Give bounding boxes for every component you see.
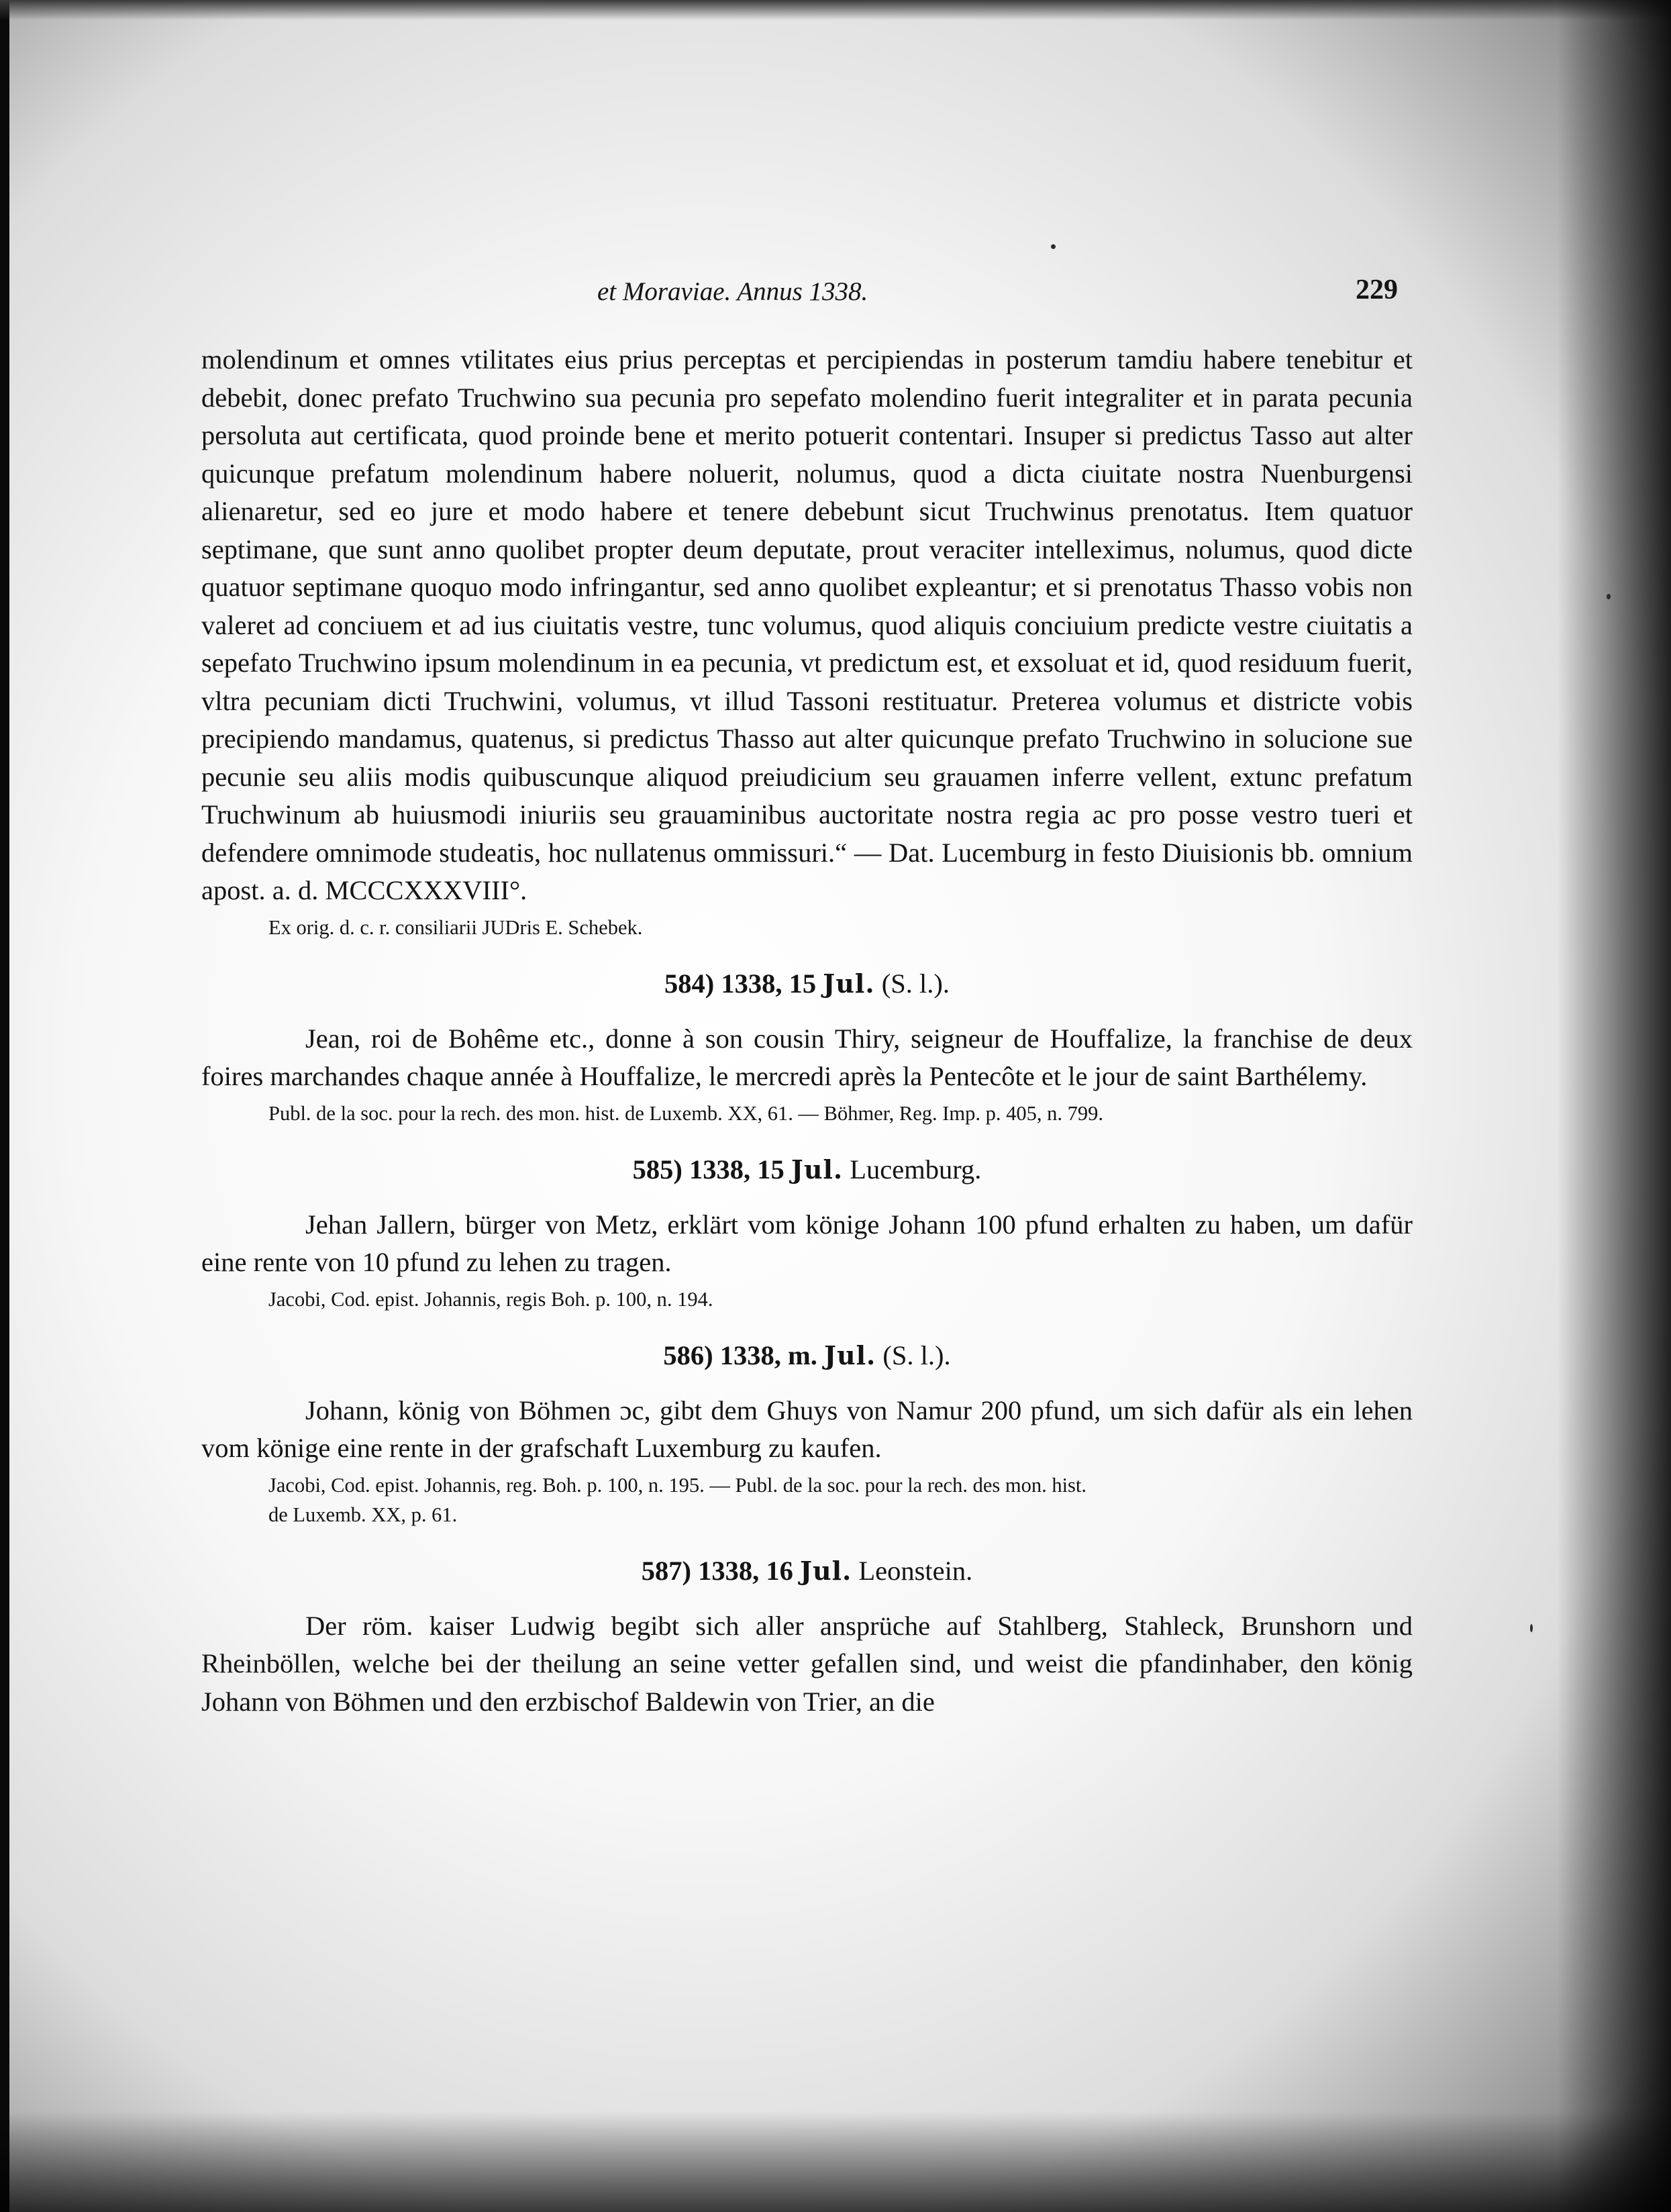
entry-place: (S. l.). xyxy=(881,968,950,999)
source-citation xyxy=(201,1470,1413,1529)
entry-month: Jul. xyxy=(823,968,875,999)
entry-place: (S. l.). xyxy=(882,1340,951,1370)
entry-date: 1338, 15 xyxy=(689,1154,784,1185)
entry-heading xyxy=(201,1151,1413,1189)
entry-number: 586) xyxy=(663,1340,713,1370)
page-bottom-shadow xyxy=(0,2111,1671,2212)
page-header xyxy=(0,276,1416,317)
entry-place: Lucemburg. xyxy=(850,1154,982,1185)
source-line: Jacobi, Cod. epist. Johannis, regis Boh. p. 100, n. 194. xyxy=(268,1287,713,1311)
source-citation xyxy=(201,1099,1413,1128)
page-left-edge xyxy=(0,0,9,2212)
entry-number: 587) xyxy=(641,1555,691,1586)
source-line: Jacobi, Cod. epist. Johannis, reg. Boh. p. 100, n. 195. — Publ. de la soc. pour la rech. des mon. hist. xyxy=(268,1473,1087,1497)
entry-heading xyxy=(201,1552,1413,1590)
running-title: et Moraviae. Annus 1338. xyxy=(597,277,868,306)
entry-date: 1338, 15 xyxy=(721,968,817,999)
entry-text: Der röm. kaiser Ludwig begibt sich aller ansprüche auf Stahlberg, Stahleck, Brunshorn und Rheinböllen, welche bei der theilung an seine vetter gefallen sind, und weist die pfandinhaber, den könig Johann von Böhmen und den erzbischof Baldewin von Trier, an die xyxy=(201,1610,1413,1717)
page-number: 229 xyxy=(1356,274,1398,305)
regest-entry-584 xyxy=(201,965,1413,1128)
dust-speck xyxy=(1607,594,1611,599)
page-body xyxy=(201,341,1413,1721)
entry-number: 585) xyxy=(632,1154,682,1185)
entry-text: Jean, roi de Bohême etc., donne à son cousin Thiry, seigneur de Houffalize, la franchise de deux foires marchandes chaque année à Houffalize, le mercredi après la Pentecôte et le jour de saint Barthélemy. xyxy=(201,1023,1413,1091)
entry-heading xyxy=(201,965,1413,1003)
regest-entry-587 xyxy=(201,1552,1413,1721)
entry-text: Jehan Jallern, bürger von Metz, erklärt vom könige Johann 100 pfund erhalten zu haben, um dafür eine rente von 10 pfund zu lehen zu tragen. xyxy=(201,1209,1413,1277)
continuation-paragraph: molendinum et omnes vtilitates eius prius perceptas et percipiendas in posterum tamdiu habere tenebitur et debebit, donec prefato Truchwino sua pecunia pro sepefato molendino fuerit integraliter et in parata pecunia persoluta aut certificata, quod proinde bene et merito potuerit contentari. Insuper si predictus Tasso aut alter quicunque prefatum molendinum habere noluerit, nolumus, quod a dicta ciuitate nostra Nuenburgensi alienaretur, sed eo jure et modo habere et tenere debebunt sicut Truchwinus prenotatus. Item quatuor septimane, que sunt anno quolibet propter deum deputate, prout veraciter intelleximus, nolumus, quod dicte quatuor septimane quoquo modo infringantur, sed anno quolibet expleantur; et si prenotatus Thasso vobis non valeret ad conciuem et ad ius ciuitatis vestre, tunc volumus, quod aliquis conciuium predicte vestre ciuitatis a sepefato Truchwino ipsum molendinum in ea pecunia, vt predictum est, et exsoluat et id, quod residuum fuerit, vltra pecuniam dicti Truchwini, volumus, vt illud Tassoni restituatur. Preterea volumus et districte vobis precipiendo mandamus, quatenus, si predictus Thasso aut alter quicunque prefato Truchwino in solucione sue pecunie seu aliis modis quibuscunque aliquod preiudicium seu grauamen inferre vellent, extunc prefatum Truchwinum ab huiusmodi iniuriis seu grauaminibus auctoritate nostra regia ac pro posse vestro tueri et defendere omnimode studeatis, hoc nullatenus ommissuri.“ — Dat. Lucemburg in festo Diuisionis bb. omnium apost. a. d. MCCCXXXVIII°. xyxy=(201,344,1413,905)
page-top-edge xyxy=(0,0,1671,20)
entry-month: Jul. xyxy=(791,1154,844,1185)
entry-text: Johann, könig von Böhmen ɔc, gibt dem Ghuys von Namur 200 pfund, um sich dafür als ein lehen vom könige eine rente in der grafschaft Luxemburg zu kaufen. xyxy=(201,1395,1413,1463)
source-line: Publ. de la soc. pour la rech. des mon. hist. de Luxemb. XX, 61. — Böhmer, Reg. Imp. p. 405, n. 799. xyxy=(268,1101,1104,1125)
entry-month: Jul. xyxy=(800,1555,852,1586)
entry-date: 1338, 16 xyxy=(698,1555,793,1586)
entry-heading xyxy=(201,1337,1413,1374)
source-citation xyxy=(201,1285,1413,1314)
source-line: de Luxemb. XX, p. 61. xyxy=(268,1503,458,1526)
regest-entry-586 xyxy=(201,1337,1413,1529)
regest-entry-585 xyxy=(201,1151,1413,1314)
dust-speck xyxy=(1530,1624,1533,1632)
entry-number: 584) xyxy=(664,968,715,999)
entry-place: Leonstein. xyxy=(858,1555,973,1586)
page-right-shadow xyxy=(1557,0,1671,2212)
entry-date: 1338, m. xyxy=(719,1340,817,1370)
source-citation: Ex orig. d. c. r. consiliarii JUDris E. Schebek. xyxy=(268,915,643,939)
dust-speck xyxy=(1051,244,1056,249)
entry-month: Jul. xyxy=(823,1340,876,1370)
